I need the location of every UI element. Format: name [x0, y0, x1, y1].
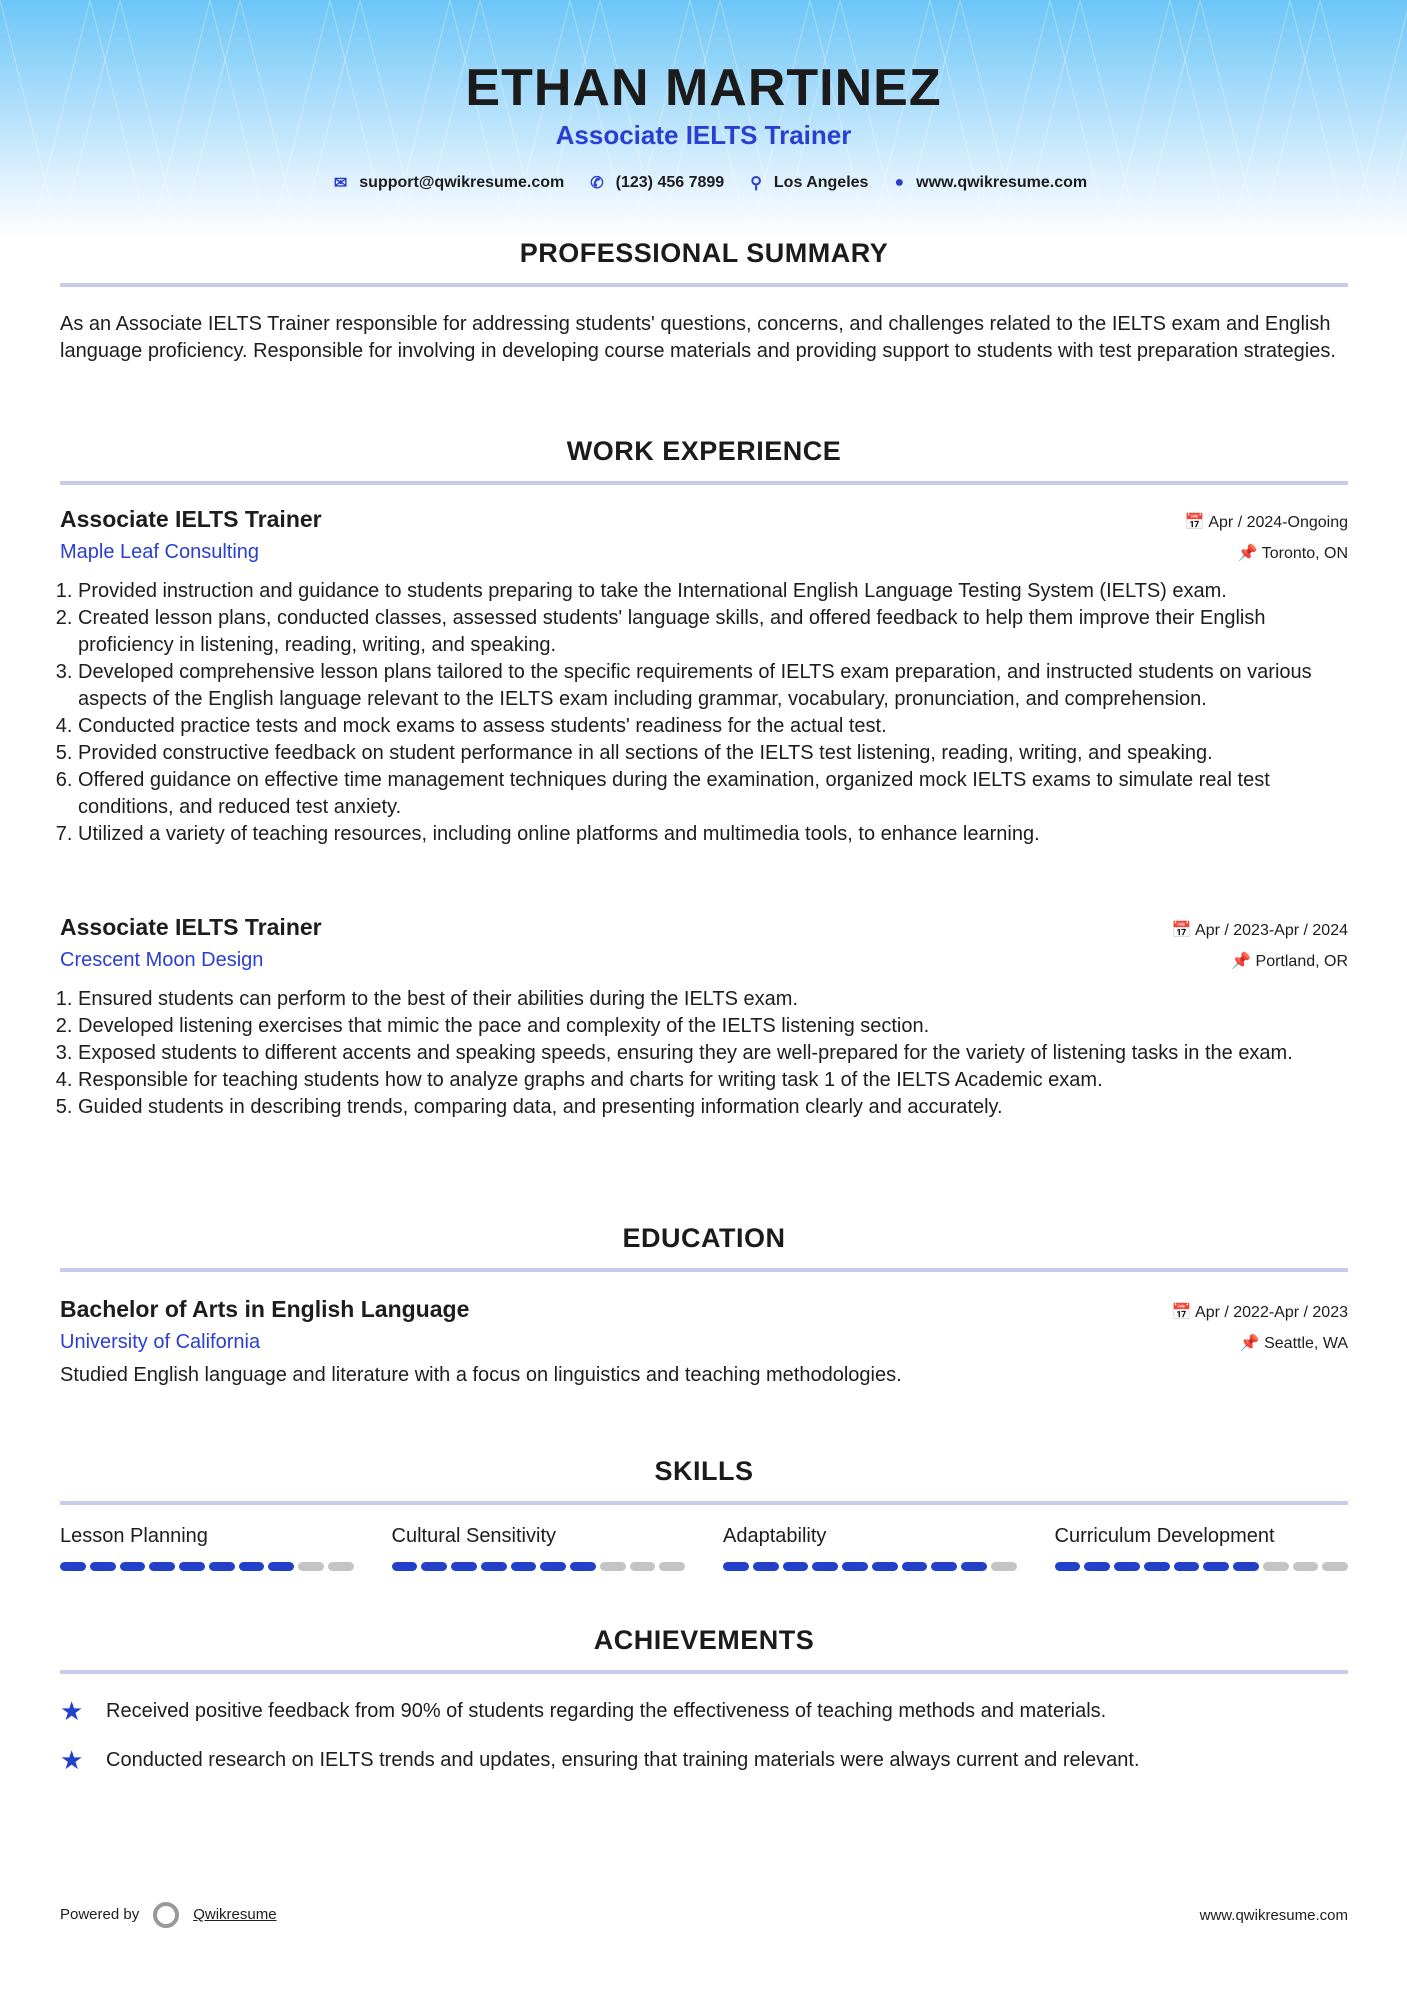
- divider: [60, 283, 1348, 287]
- skill-segment: [268, 1562, 294, 1571]
- phone-icon: ✆: [590, 175, 604, 192]
- skill-level-bar: [723, 1562, 1017, 1571]
- pin-icon: 📌: [1237, 545, 1262, 562]
- job-entry: [60, 506, 1348, 848]
- experience-section: [60, 436, 1348, 485]
- skill-item: [723, 1525, 1017, 1571]
- section-heading: EDUCATION: [622, 1223, 786, 1253]
- job-title: Associate IELTS Trainer: [60, 506, 322, 532]
- candidate-name: ETHAN MARTINEZ: [465, 59, 942, 117]
- brand-link[interactable]: Qwikresume: [193, 1905, 277, 1923]
- edu-dates: Apr / 2022-Apr / 2023: [1195, 1304, 1348, 1321]
- header-banner: [0, 0, 1407, 240]
- skill-segment: [60, 1562, 86, 1571]
- achievement-text: Conducted research on IELTS trends and updates, ensuring that training materials were always current and relevant.: [106, 1749, 1140, 1771]
- section-heading: ACHIEVEMENTS: [593, 1625, 815, 1655]
- divider: [60, 1670, 1348, 1674]
- bullet: 1. Ensured students can perform to the best of their abilities during the IELTS exam.: [78, 986, 1348, 1013]
- divider: [60, 1501, 1348, 1505]
- education-section: [60, 1223, 1348, 1272]
- degree: Bachelor of Arts in English Language: [60, 1296, 470, 1322]
- school-name: University of California: [60, 1331, 261, 1353]
- company-name: Maple Leaf Consulting: [60, 541, 260, 563]
- pin-icon: 📌: [1231, 953, 1256, 970]
- skill-item: [1055, 1525, 1349, 1571]
- job-bullets: [60, 986, 1348, 1121]
- skill-segment: [570, 1562, 596, 1571]
- job-dates: Apr / 2023-Apr / 2024: [1195, 922, 1348, 939]
- bullet: 2. Created lesson plans, conducted classes, assessed students' language skills, and offered feedback to help them improve their English proficiency in listening, reading, writing, and speaking.: [78, 605, 1348, 659]
- location-pin-icon: ⚲: [750, 175, 762, 192]
- company-name: Crescent Moon Design: [60, 949, 264, 971]
- bullet: 4. Responsible for teaching students how to analyze graphs and charts for writing task 1 of the IELTS Academic exam.: [78, 1067, 1348, 1094]
- achievements-section: [60, 1625, 1348, 1794]
- job-location: Toronto, ON: [1261, 545, 1348, 562]
- footer-website[interactable]: www.qwikresume.com: [1199, 1906, 1348, 1924]
- location-text: Los Angeles: [773, 174, 869, 191]
- skill-name: Lesson Planning: [60, 1525, 208, 1547]
- website-link[interactable]: www.qwikresume.com: [916, 174, 1088, 191]
- star-icon: ★: [60, 1745, 84, 1775]
- job-entry: [60, 914, 1348, 1121]
- bullet: 5. Guided students in describing trends, comparing data, and presenting information clearly and accurately.: [78, 1094, 1348, 1121]
- skill-level-bar: [1055, 1562, 1349, 1571]
- skill-segment: [209, 1562, 235, 1571]
- skills-section: [60, 1456, 1348, 1571]
- summary-section: [60, 238, 1348, 365]
- achievement-item: [60, 1745, 1348, 1776]
- skill-segment: [540, 1562, 566, 1571]
- achievement-text: Received positive feedback from 90% of students regarding the effectiveness of teaching methods and materials.: [106, 1700, 1107, 1722]
- skill-segment: [902, 1562, 928, 1571]
- skill-segment: [298, 1562, 324, 1571]
- skill-segment: [481, 1562, 507, 1571]
- qwikresume-logo-icon: [153, 1902, 179, 1928]
- edu-description: Studied English language and literature with a focus on linguistics and teaching methodologies.: [60, 1364, 902, 1386]
- job-location: Portland, OR: [1255, 953, 1348, 970]
- skill-item: [392, 1525, 686, 1571]
- skill-name: Adaptability: [723, 1525, 827, 1547]
- skill-segment: [149, 1562, 175, 1571]
- skill-segment: [1114, 1562, 1140, 1571]
- skill-name: Curriculum Development: [1054, 1525, 1275, 1547]
- skill-segment: [630, 1562, 656, 1571]
- skill-segment: [991, 1562, 1017, 1571]
- globe-icon: ●: [894, 174, 905, 191]
- bullet: 7. Utilized a variety of teaching resources, including online platforms and multimedia tools, to enhance learning.: [78, 821, 1348, 848]
- phone-text: (123) 456 7899: [615, 174, 725, 191]
- bullet: 4. Conducted practice tests and mock exams to assess students' readiness for the actual test.: [78, 713, 1348, 740]
- skill-segment: [451, 1562, 477, 1571]
- skill-segment: [842, 1562, 868, 1571]
- skill-segment: [90, 1562, 116, 1571]
- pin-icon: 📌: [1239, 1335, 1265, 1352]
- skill-segment: [1203, 1562, 1229, 1571]
- section-heading: SKILLS: [654, 1456, 754, 1486]
- email-link[interactable]: support@qwikresume.com: [359, 174, 565, 191]
- skill-segment: [328, 1562, 354, 1571]
- skill-segment: [1055, 1562, 1081, 1571]
- skill-segment: [1174, 1562, 1200, 1571]
- divider: [60, 481, 1348, 485]
- skill-segment: [931, 1562, 957, 1571]
- divider: [60, 1268, 1348, 1272]
- skill-segment: [1144, 1562, 1170, 1571]
- skill-segment: [1263, 1562, 1289, 1571]
- contact-row: [0, 173, 1407, 193]
- calendar-icon: 📅: [1171, 922, 1196, 939]
- bullet: 5. Provided constructive feedback on student performance in all sections of the IELTS test listening, reading, writing, and speaking.: [78, 740, 1348, 767]
- star-icon: ★: [60, 1696, 84, 1726]
- job-dates: Apr / 2024-Ongoing: [1208, 514, 1348, 531]
- job-title: Associate IELTS Trainer: [60, 914, 322, 940]
- skill-segment: [659, 1562, 685, 1571]
- bullet: 6. Offered guidance on effective time management techniques during the examination, organized mock IELTS exams to simulate real test conditions, and reduced test anxiety.: [78, 767, 1348, 821]
- skill-segment: [1293, 1562, 1319, 1571]
- calendar-icon: 📅: [1184, 514, 1209, 531]
- bullet: 2. Developed listening exercises that mimic the pace and complexity of the IELTS listening section.: [78, 1013, 1348, 1040]
- skill-segment: [723, 1562, 749, 1571]
- bullet: 3. Developed comprehensive lesson plans tailored to the specific requirements of IELTS exam preparation, and instructed students on various aspects of the English language relevant to the IELTS exam including grammar, vocabulary, pronunciation, and comprehension.: [78, 659, 1348, 713]
- skill-segment: [392, 1562, 418, 1571]
- skill-segment: [753, 1562, 779, 1571]
- skill-segment: [872, 1562, 898, 1571]
- skill-segment: [239, 1562, 265, 1571]
- section-heading: PROFESSIONAL SUMMARY: [519, 238, 889, 268]
- skill-segment: [1233, 1562, 1259, 1571]
- skill-segment: [600, 1562, 626, 1571]
- skill-segment: [1322, 1562, 1348, 1571]
- powered-by-label: Powered by: [60, 1905, 140, 1923]
- skill-segment: [421, 1562, 447, 1571]
- education-entry: [60, 1296, 1348, 1389]
- skill-level-bar: [60, 1562, 354, 1571]
- bullet: 3. Exposed students to different accents and speaking speeds, ensuring they are well-prepared for the variety of listening tasks in the exam.: [78, 1040, 1348, 1067]
- achievement-item: [60, 1696, 1348, 1727]
- skill-segment: [511, 1562, 537, 1571]
- skill-segment: [1084, 1562, 1110, 1571]
- job-bullets: [60, 578, 1348, 848]
- summary-text: As an Associate IELTS Trainer responsible for addressing students' questions, concerns, and challenges related to the IELTS exam and English language proficiency. Responsible for involving in developing course materials and providing support to students with test preparation strategies.: [60, 313, 1336, 362]
- bullet: 1. Provided instruction and guidance to students preparing to take the International English Language Testing System (IELTS) exam.: [78, 578, 1348, 605]
- calendar-icon: 📅: [1171, 1304, 1196, 1321]
- section-heading: WORK EXPERIENCE: [566, 436, 842, 466]
- skill-segment: [783, 1562, 809, 1571]
- edu-location: Seattle, WA: [1264, 1335, 1348, 1352]
- email-icon: ✉: [333, 175, 348, 192]
- skill-segment: [179, 1562, 205, 1571]
- footer: [60, 1902, 1348, 1928]
- skill-segment: [961, 1562, 987, 1571]
- candidate-title: Associate IELTS Trainer: [555, 120, 852, 150]
- skill-level-bar: [392, 1562, 686, 1571]
- skill-name: Cultural Sensitivity: [391, 1525, 557, 1547]
- skill-segment: [120, 1562, 146, 1571]
- skill-segment: [812, 1562, 838, 1571]
- skill-item: [60, 1525, 354, 1571]
